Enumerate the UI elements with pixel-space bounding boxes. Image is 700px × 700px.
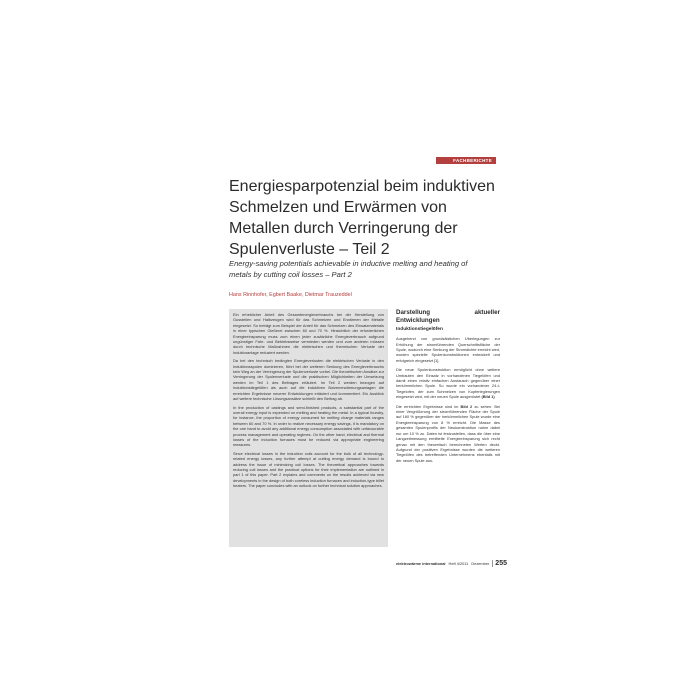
body-paragraph-3-lead: Die erreichten Ergebnisse sind im	[396, 403, 459, 409]
abstract-en-paragraph-1: In the production of castings and semi-finished products, a substantial part of the overall energy input is expended on melting and heating the metal. In a typical foundry, for instance, the proportion of energy consumed for melting charge materials ranges between 60 and 70 %. In order to realize necessary energy savings, it is mandatory on the one hand to avoid any additional energy consumption associated with unfavourable process management and operating regimes. On the other hand, electrical and thermal losses of the induction furnaces must be reduced via appropriate engineering measures.	[233, 404, 384, 448]
figure-ref-1: (Bild 1)	[481, 394, 495, 400]
article-title: Energiesparpotenzial beim induktiven Schmelzen und Erwärmen von Metallen durch Verringerung der Spulenverluste – Teil 2	[229, 178, 495, 258]
section-rubric: FACHBERICHTE	[436, 157, 496, 164]
page-number: 255	[492, 560, 507, 567]
section-heading: Darstellung aktueller Entwicklungen	[396, 309, 500, 324]
article-subtitle: Energy-saving potentials achievable in inductive melting and heating of metals by cutting coil losses – Part 2	[229, 259, 468, 279]
body-paragraph-3-text: zu sehen. Bei einer Vergrößerung der stromführenden Fläche der Spule auf 160 % gegenüber der herkömmlichen Spule wurde eine Energieeinsparung von 8 % erreicht. Die Masse des gesamten Spulenprofils der Neukonstruktion nahm dabei nur um 10 % zu. Daten ist festzustellen, dass die über eine Langzeitmessung ermittelte Energieeinsparung sich recht genau mit den theoretisch berechneten Werten deckt. Aufgrund der positiven Ergebnisse wurden die weiteren Tiegelöfen des betreffenden Unternehmens ebenfalls mit der neuen Spule aus-	[396, 403, 501, 463]
issue-month: Dezember	[471, 561, 490, 566]
body-paragraph-2	[396, 367, 500, 399]
abstract-box	[229, 309, 388, 547]
figure-ref-2: Bild 2	[460, 403, 473, 409]
abstract-de-paragraph-2: Da bei den technisch bedingten Energieverlusten die elektrischen Verluste in den Induktionsspulen dominieren, führt bei der weiteren Senkung des Energieverbrauchs kein Weg an der Verringerung der Spulenverluste vorbei. Die theoretischen Ansätze zur Verringerung der Spulenverluste und die praktischen Möglichkeiten der Umsetzung werden im Teil 1 des Beitrages erläutert. Im Teil 2 werden bezogen auf Induktionstiegelöfen als auch auf die induktiven Bolzenerwärmungsanlagen die erreichten Ergebnisse neuerer Entwicklungen erläutert und kommentiert. Ein Ausblick auf weitere technische Lösungsansätze schließt den Beitrag ab.	[233, 358, 384, 402]
author-line: Hans Rinnhofer, Egbert Baake, Dietmar Trauzeddel	[229, 292, 352, 298]
abstract-de-paragraph-1: Ein erheblicher Anteil des Gesamtenergieverbrauchs bei der Herstellung von Gussteilen und Halbzeugen wird für das Schmelzen und Erwärmen der Metalle eingesetzt. So beträgt zum Beispiel der Anteil für das Schmelzen des Einsatzmaterials in einer typischen Gießerei zwischen 60 und 70 %. Hinsichtlich der erforderlichen Energieeinsparung muss zum einen jeder zusätzliche Energieverbrauch aufgrund ungünstiger Fahr- und Betriebsweise vermieden werden und zum anderen müssen durch technische Maßnahmen die elektrischen und thermischen Verluste der Induktoranlage reduziert werden.	[233, 312, 384, 355]
section-subheading: Induktionstiegelöfen	[396, 327, 443, 333]
journal-name: elektrowärme international	[396, 561, 446, 566]
body-paragraph-3	[396, 404, 500, 463]
issue-number: Heft 4/2011	[448, 561, 469, 566]
body-paragraph-2-text: Die neue Spulenkonstruktion ermöglicht ohne weitere Umbauten den Einsatz in vorhandenen Tiegelöfen und damit einen relativ einfachen Austausch gegenüber einer herkömmlichen Spule. So wurde ein vorhandener 24-t-Tiegelofen, der zum Schmelzen von Kupferlegierungen eingesetzt wird, mit der neuen Spule ausgerüstet	[396, 367, 500, 400]
body-paragraph-1: Ausgehend von grundsätzlichen Überlegungen zur Erhöhung der stromführenden Querschnittsfläche der Spule, wodurch eine Senkung der Stromdichte erreicht wird, wurden spezielle Spulenkonstruktionen entwickelt und erfolgreich eingesetzt [1].	[396, 336, 500, 363]
page-footer	[396, 560, 507, 567]
body-column	[396, 309, 500, 467]
abstract-en-paragraph-2: Since electrical losses in the induction coils account for the bulk of all technology-related energy losses, any further attempt at cutting energy demand is bound to address the issue of minimizing coil losses. The theoretical approaches towards reducing coil losses and the practical options for their implementation are outlined in part 1 of this paper. Part 2 explains and comments on the results achieved via new developments in the design of both coreless induction furnaces and induction-type billet heaters. The paper concludes with an outlook on further technical solution approaches.	[233, 450, 384, 489]
